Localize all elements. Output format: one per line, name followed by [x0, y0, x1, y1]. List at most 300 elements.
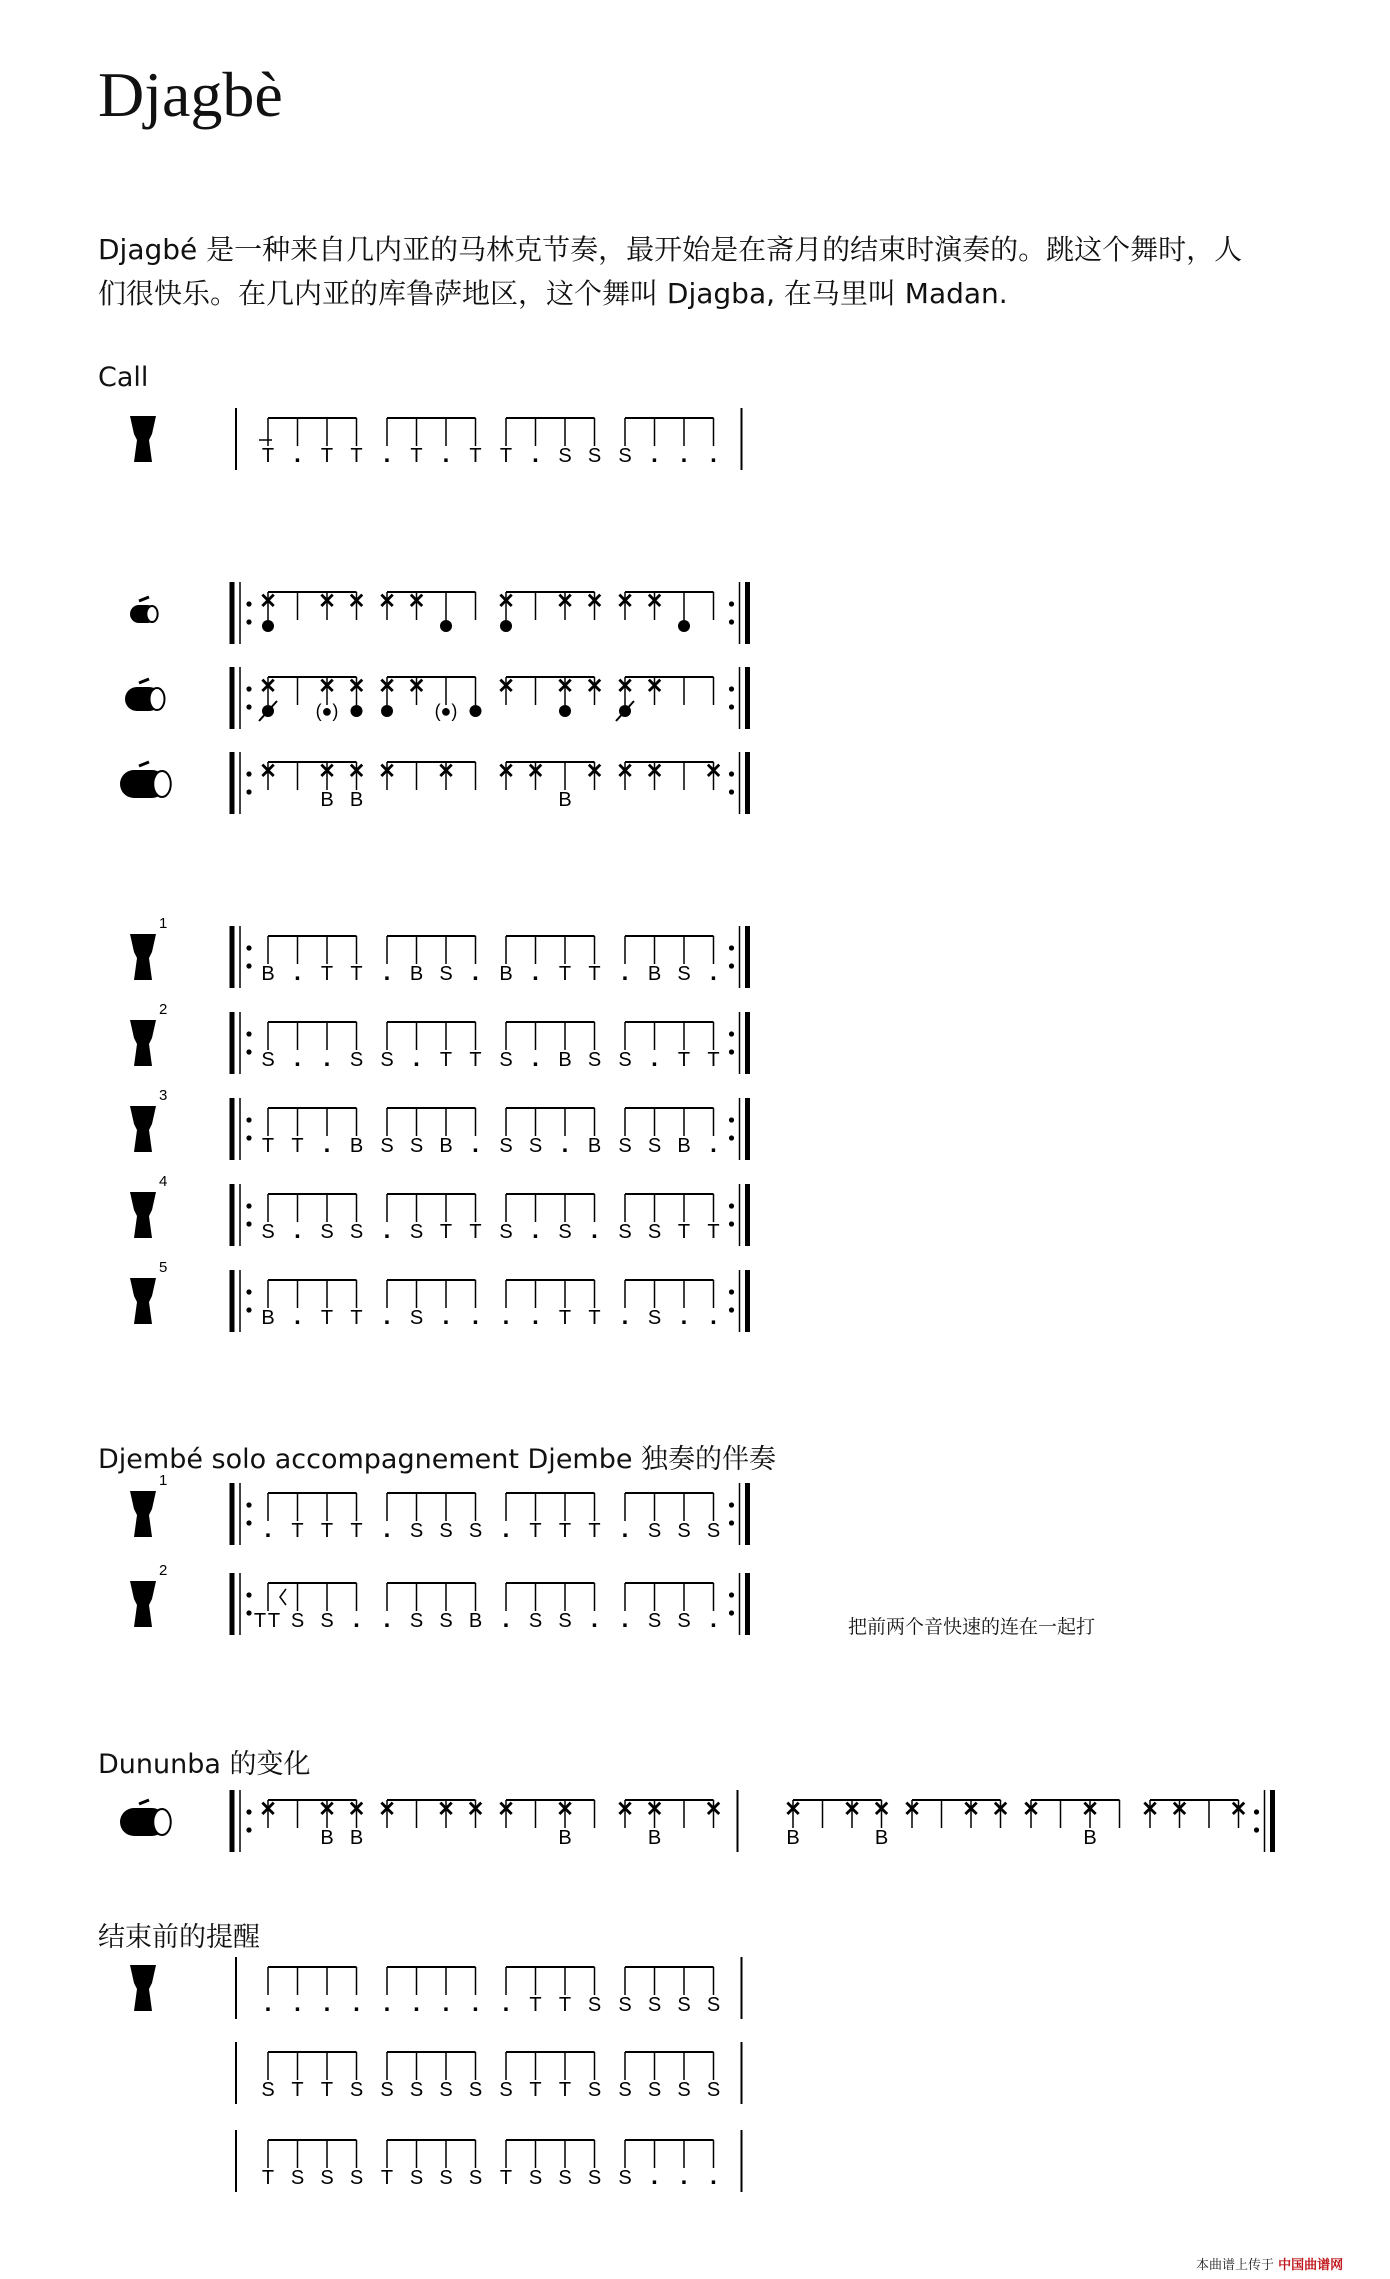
stroke-label: S [677, 963, 691, 985]
stroke-label: S [499, 1221, 513, 1243]
kenkeni-icon [130, 597, 158, 623]
bell-hit: ✕ [318, 675, 336, 698]
stroke-label: S [468, 2167, 483, 2189]
djembe-icon [130, 1001, 167, 1066]
bass-label: B [786, 1827, 800, 1849]
repeat-dot [729, 945, 734, 950]
repeat-dot [1254, 1827, 1259, 1832]
repeat-dot [246, 963, 251, 968]
rest-dot: . [710, 1606, 717, 1633]
repeat-dot [246, 1307, 251, 1312]
repeat-dot [1254, 1809, 1259, 1814]
stroke-label: S [587, 2079, 602, 2101]
stroke-label: B [409, 963, 424, 985]
stroke-label: S [647, 2079, 662, 2101]
stroke-label: T [558, 1307, 572, 1329]
repeat-dot [729, 1520, 734, 1525]
rest-dot: . [294, 1990, 301, 2017]
djembe-icon [130, 1173, 167, 1238]
repeat-dot [246, 1809, 251, 1814]
intro-line-1: Djagbé 是一种来自几内亚的马林克节奏，最开始是在斋月的结束时演奏的。跳这个舞时，人 [98, 233, 1243, 266]
rest-dot: . [472, 1990, 479, 2017]
stroke-label: S [587, 2167, 602, 2189]
drum-stick [139, 1800, 149, 1804]
bell-hit: ✕ [843, 1798, 861, 1821]
repeat-dot [246, 1031, 251, 1036]
bell-hit: ✕ [347, 1798, 366, 1821]
stroke-label: S [499, 1135, 513, 1157]
dununba-icon [120, 762, 171, 798]
rest-dot: . [442, 441, 450, 468]
repeat-dot [729, 1031, 734, 1036]
stroke-label: S [409, 1221, 424, 1243]
bell-hit: ✕ [347, 590, 366, 613]
rest-dot: . [621, 1303, 629, 1330]
rest-dot: . [264, 1990, 272, 2017]
rest-dot: . [472, 1131, 479, 1158]
rest-dot: . [532, 441, 539, 468]
stroke-label: T [588, 1307, 601, 1329]
stroke-label: S [618, 2079, 632, 2101]
variation-number: 1 [159, 915, 168, 932]
stroke-label: S [618, 445, 632, 467]
rest-dot: . [502, 1303, 510, 1330]
bell-hit: ✕ [556, 590, 574, 613]
repeat-dot [729, 1221, 734, 1226]
stroke-label: S [261, 1049, 275, 1071]
stroke-label: S [706, 2079, 721, 2101]
stroke-label: T [529, 1994, 542, 2016]
repeat-dot [246, 1289, 251, 1294]
bell-hit: ✕ [585, 590, 604, 613]
bell-hit: ✕ [991, 1798, 1010, 1821]
bell-hit: ✕ [259, 760, 277, 783]
djembe-shape [130, 1581, 156, 1627]
stroke-label: S [558, 2167, 572, 2189]
rest-dot: . [710, 441, 717, 468]
stroke-label: S [409, 1520, 424, 1542]
stroke-label: T [558, 2079, 572, 2101]
footer-logo: 中国曲谱网 [1278, 2258, 1344, 2273]
bass-label: B [349, 1827, 364, 1849]
bell-hit: ✕ [318, 590, 336, 613]
bell-hit: ✕ [318, 1798, 336, 1821]
rest-dot: . [383, 1516, 391, 1543]
stroke-label: T [558, 1520, 572, 1542]
repeat-dot [729, 963, 734, 968]
stroke-label: S [409, 1610, 424, 1632]
rest-dot: . [621, 1516, 629, 1543]
djembe-icon [130, 1562, 167, 1627]
stroke-label: S [677, 1520, 691, 1542]
stroke-label: T [261, 445, 275, 467]
repeat-dot [729, 1117, 734, 1122]
rest-dot: . [294, 441, 301, 468]
bell-hit: ✕ [347, 675, 366, 698]
stroke-label: T [439, 1049, 453, 1071]
stroke-label: T [261, 1135, 275, 1157]
variation-number: 4 [159, 1173, 168, 1190]
stroke-label: S [647, 1221, 662, 1243]
stroke-label: T [469, 445, 482, 467]
stroke-label: S [380, 1135, 394, 1157]
repeat-dot [729, 601, 734, 606]
repeat-dot [246, 1827, 251, 1832]
stroke-label: S [528, 2167, 543, 2189]
variation-number: 2 [159, 1001, 168, 1018]
stroke-label: S [647, 1135, 662, 1157]
djembe-icon [130, 1259, 167, 1324]
rest-dot: . [383, 1606, 391, 1633]
rest-dot: . [680, 441, 688, 468]
djembe-icon [130, 1472, 167, 1537]
stroke-label: S [261, 2079, 275, 2101]
stroke-label: S [677, 1994, 691, 2016]
stroke-label: S [320, 1221, 334, 1243]
stroke-label: S [618, 2167, 632, 2189]
drum-open-tone [678, 620, 690, 632]
drum-open-tone [500, 620, 512, 632]
stroke-label: S [558, 1610, 572, 1632]
stroke-label: S [349, 1049, 364, 1071]
stroke-label: S [468, 2079, 483, 2101]
bell-hit: ✕ [259, 590, 277, 613]
rest-dot: . [294, 1303, 301, 1330]
rest-dot: . [710, 959, 717, 986]
stroke-label: S [320, 1610, 334, 1632]
bell-hit: ✕ [645, 675, 664, 698]
stroke-label: T [350, 1520, 363, 1542]
bell-hit: ✕ [1170, 1798, 1189, 1821]
bell-hit: ✕ [497, 760, 515, 783]
stroke-label: S [677, 1610, 691, 1632]
stroke-label: S [587, 1049, 602, 1071]
stroke-label: B [558, 1049, 572, 1071]
stroke-label: T [350, 1307, 363, 1329]
repeat-dot [246, 601, 251, 606]
stroke-label: S [290, 2167, 305, 2189]
stroke-label: S [439, 1520, 453, 1542]
djembe-shape [130, 1491, 156, 1537]
variation-number: 1 [159, 1472, 168, 1489]
stroke-label: B [349, 1135, 364, 1157]
stroke-label: T [350, 445, 363, 467]
stroke-label: B [439, 1135, 453, 1157]
drum-open-tone [262, 620, 274, 632]
bell-hit: ✕ [585, 675, 604, 698]
stroke-label: T [291, 1135, 304, 1157]
stroke-label: S [349, 2079, 364, 2101]
bell-hit: ✕ [872, 1798, 891, 1821]
rest-dot: . [532, 959, 539, 986]
variation-number: 2 [159, 1562, 168, 1579]
drum-open-tone [559, 705, 571, 717]
stroke-label: T [350, 963, 363, 985]
stroke-label: T [267, 1610, 281, 1632]
djembe-icon [130, 915, 167, 980]
rest-dot: . [561, 1131, 569, 1158]
repeat-dot [729, 1307, 734, 1312]
bell-hit: ✕ [497, 1798, 515, 1821]
rest-dot: . [323, 1045, 331, 1072]
stroke-label: T [499, 2167, 513, 2189]
sangban-icon [125, 679, 165, 711]
repeat-dot [246, 1520, 251, 1525]
page-title: Djagbè [98, 59, 283, 130]
drum-head [153, 1809, 171, 1835]
repeat-dot [246, 1117, 251, 1122]
drum-open-tone [351, 705, 363, 717]
drum-open-tone [440, 620, 452, 632]
rest-dot: . [502, 1990, 510, 2017]
drum-open-tone [470, 705, 482, 717]
bell-hit: ✕ [616, 760, 634, 783]
djembe-shape [130, 1278, 156, 1324]
stroke-label: T [469, 1049, 482, 1071]
stroke-label: T [410, 445, 423, 467]
rest-dot: . [353, 1990, 360, 2017]
rest-dot: . [621, 1606, 629, 1633]
rest-dot: . [472, 1303, 479, 1330]
rest-dot: . [532, 1303, 539, 1330]
stroke-label: S [528, 1135, 543, 1157]
section-label-ending-signal: 结束前的提醒 [98, 1922, 260, 1953]
stroke-label: S [499, 1049, 513, 1071]
repeat-dot [729, 619, 734, 624]
bell-hit: ✕ [556, 675, 574, 698]
bell-hit: ✕ [645, 760, 664, 783]
rest-dot: . [680, 1303, 688, 1330]
bell-hit: ✕ [616, 590, 634, 613]
variation-number: 5 [159, 1259, 168, 1276]
stroke-label: B [261, 963, 275, 985]
djembe-shape [130, 1965, 156, 2011]
stroke-label: T [439, 1221, 453, 1243]
bell-hit: ✕ [616, 1798, 634, 1821]
bell-hit: ✕ [466, 1798, 485, 1821]
repeat-dot [246, 1502, 251, 1507]
stroke-label: S [558, 1221, 572, 1243]
stroke-label: T [380, 2167, 394, 2189]
stroke-label: T [320, 1307, 334, 1329]
repeat-dot [246, 1221, 251, 1226]
stroke-label: B [499, 963, 513, 985]
bell-hit: ✕ [407, 590, 426, 613]
stroke-label: S [468, 1520, 483, 1542]
bass-label: B [320, 789, 334, 811]
stroke-label: S [647, 1610, 662, 1632]
stroke-label: S [618, 1994, 632, 2016]
flam-note: 把前两个音快速的连在一起打 [848, 1616, 1096, 1638]
optional-tone: (●) [315, 701, 339, 721]
stroke-label: T [320, 2079, 334, 2101]
variation-number: 3 [159, 1087, 168, 1104]
rest-dot: . [651, 1045, 658, 1072]
rest-dot: . [710, 2163, 717, 2190]
stroke-label: T [320, 445, 334, 467]
rest-dot: . [323, 1131, 331, 1158]
bell-hit: ✕ [318, 760, 336, 783]
stroke-label: S [439, 2167, 453, 2189]
bell-hit: ✕ [1229, 1798, 1248, 1821]
drum-stick [139, 679, 149, 683]
rest-dot: . [353, 1606, 360, 1633]
stroke-label: S [380, 1049, 394, 1071]
stroke-label: T [588, 1520, 601, 1542]
rest-dot: . [710, 1303, 717, 1330]
rest-dot: . [323, 1990, 331, 2017]
rest-dot: . [532, 1217, 539, 1244]
stroke-label: T [558, 1994, 572, 2016]
stroke-label: B [468, 1610, 483, 1632]
bell-hit: ✕ [645, 590, 664, 613]
repeat-dot [729, 771, 734, 776]
stroke-label: S [587, 1994, 602, 2016]
bass-label: B [874, 1827, 889, 1849]
repeat-dot [246, 789, 251, 794]
drum-stick [139, 597, 149, 601]
stroke-label: B [647, 963, 662, 985]
section-label-call: Call [98, 362, 149, 393]
stroke-label: T [529, 2079, 542, 2101]
rest-dot: . [442, 1990, 450, 2017]
repeat-dot [246, 1135, 251, 1140]
rest-dot: . [651, 441, 658, 468]
bell-hit: ✕ [616, 675, 634, 698]
stroke-label: T [707, 1221, 720, 1243]
rest-dot: . [383, 1217, 391, 1244]
bass-label: B [647, 1827, 662, 1849]
dununba-icon [120, 1800, 171, 1836]
optional-tone: (●) [434, 701, 458, 721]
footer-prefix: 本曲谱上传于 [1196, 2258, 1275, 2273]
rest-dot: . [264, 1516, 272, 1543]
stroke-label: S [647, 1520, 662, 1542]
repeat-dot [246, 1592, 251, 1597]
bell-hit: ✕ [407, 675, 426, 698]
repeat-dot [729, 1502, 734, 1507]
stroke-label: T [558, 963, 572, 985]
stroke-label: B [677, 1135, 691, 1157]
stroke-label: T [253, 1610, 267, 1632]
bell-hit: ✕ [259, 675, 277, 698]
djembe-icon [130, 1965, 156, 2011]
repeat-dot [729, 686, 734, 691]
stroke-label: S [349, 1221, 364, 1243]
bell-hit: ✕ [437, 760, 455, 783]
stroke-label: S [528, 1610, 543, 1632]
stroke-label: S [290, 1610, 305, 1632]
stroke-label: S [706, 1994, 721, 2016]
repeat-dot [729, 704, 734, 709]
stroke-label: S [439, 1610, 453, 1632]
rest-dot: . [502, 1516, 510, 1543]
bell-hit: ✕ [903, 1798, 921, 1821]
bell-hit: ✕ [378, 590, 396, 613]
repeat-dot [729, 1610, 734, 1615]
bass-label: B [1083, 1827, 1097, 1849]
section-label-solo-accompaniment: Djembé solo accompagnement Djembe 独奏的伴奏 [98, 1444, 777, 1475]
bell-hit: ✕ [704, 760, 723, 783]
stroke-label: S [587, 445, 602, 467]
bell-hit: ✕ [259, 1798, 277, 1821]
bass-label: B [320, 1827, 334, 1849]
bell-hit: ✕ [378, 760, 396, 783]
djembe-icon [130, 1087, 167, 1152]
bell-hit: ✕ [378, 675, 396, 698]
repeat-dot [246, 1610, 251, 1615]
repeat-dot [246, 771, 251, 776]
bell-hit: ✕ [437, 1798, 455, 1821]
rest-dot: . [442, 1303, 450, 1330]
rest-dot: . [502, 1606, 510, 1633]
stroke-label: S [409, 2079, 424, 2101]
stroke-label: T [499, 445, 513, 467]
bell-hit: ✕ [1081, 1798, 1099, 1821]
drum-head [150, 688, 165, 710]
bell-hit: ✕ [497, 590, 515, 613]
stroke-label: B [261, 1307, 275, 1329]
djembe-shape [130, 416, 156, 462]
bell-hit: ✕ [645, 1798, 664, 1821]
bell-hit: ✕ [378, 1798, 396, 1821]
stroke-label: S [320, 2167, 334, 2189]
stroke-label: S [439, 963, 453, 985]
bass-label: B [558, 789, 572, 811]
rest-dot: . [472, 959, 479, 986]
repeat-dot [246, 945, 251, 950]
rest-dot: . [383, 959, 391, 986]
stroke-label: S [409, 1307, 424, 1329]
bell-hit: ✕ [585, 760, 604, 783]
rest-dot: . [591, 1606, 598, 1633]
section-label-dununba-variation: Dununba 的变化 [98, 1749, 311, 1780]
bell-hit: ✕ [347, 760, 366, 783]
rest-dot: . [651, 2163, 658, 2190]
stroke-label: S [618, 1049, 632, 1071]
bell-hit: ✕ [704, 1798, 723, 1821]
djembe-shape [130, 1020, 156, 1066]
stroke-label: B [587, 1135, 602, 1157]
stroke-label: S [380, 2079, 394, 2101]
repeat-dot [246, 686, 251, 691]
repeat-dot [246, 1049, 251, 1054]
bell-hit: ✕ [1022, 1798, 1040, 1821]
stroke-label: T [469, 1221, 482, 1243]
stroke-label: S [618, 1221, 632, 1243]
rest-dot: . [383, 1303, 391, 1330]
stroke-label: T [291, 2079, 304, 2101]
repeat-dot [729, 1135, 734, 1140]
repeat-dot [729, 789, 734, 794]
stroke-label: S [558, 445, 572, 467]
stroke-label: T [261, 2167, 275, 2189]
stroke-label: T [588, 963, 601, 985]
drum-head [153, 771, 171, 797]
stroke-label: S [409, 1135, 424, 1157]
stroke-label: S [499, 2079, 513, 2101]
bell-hit: ✕ [497, 675, 515, 698]
bass-label: B [349, 789, 364, 811]
stroke-label: T [707, 1049, 720, 1071]
djembe-shape [130, 1192, 156, 1238]
rest-dot: . [710, 1131, 717, 1158]
stroke-label: T [291, 1520, 304, 1542]
rest-dot: . [680, 2163, 688, 2190]
drum-stick [139, 762, 149, 766]
stroke-label: S [261, 1221, 275, 1243]
stroke-label: S [706, 1520, 721, 1542]
